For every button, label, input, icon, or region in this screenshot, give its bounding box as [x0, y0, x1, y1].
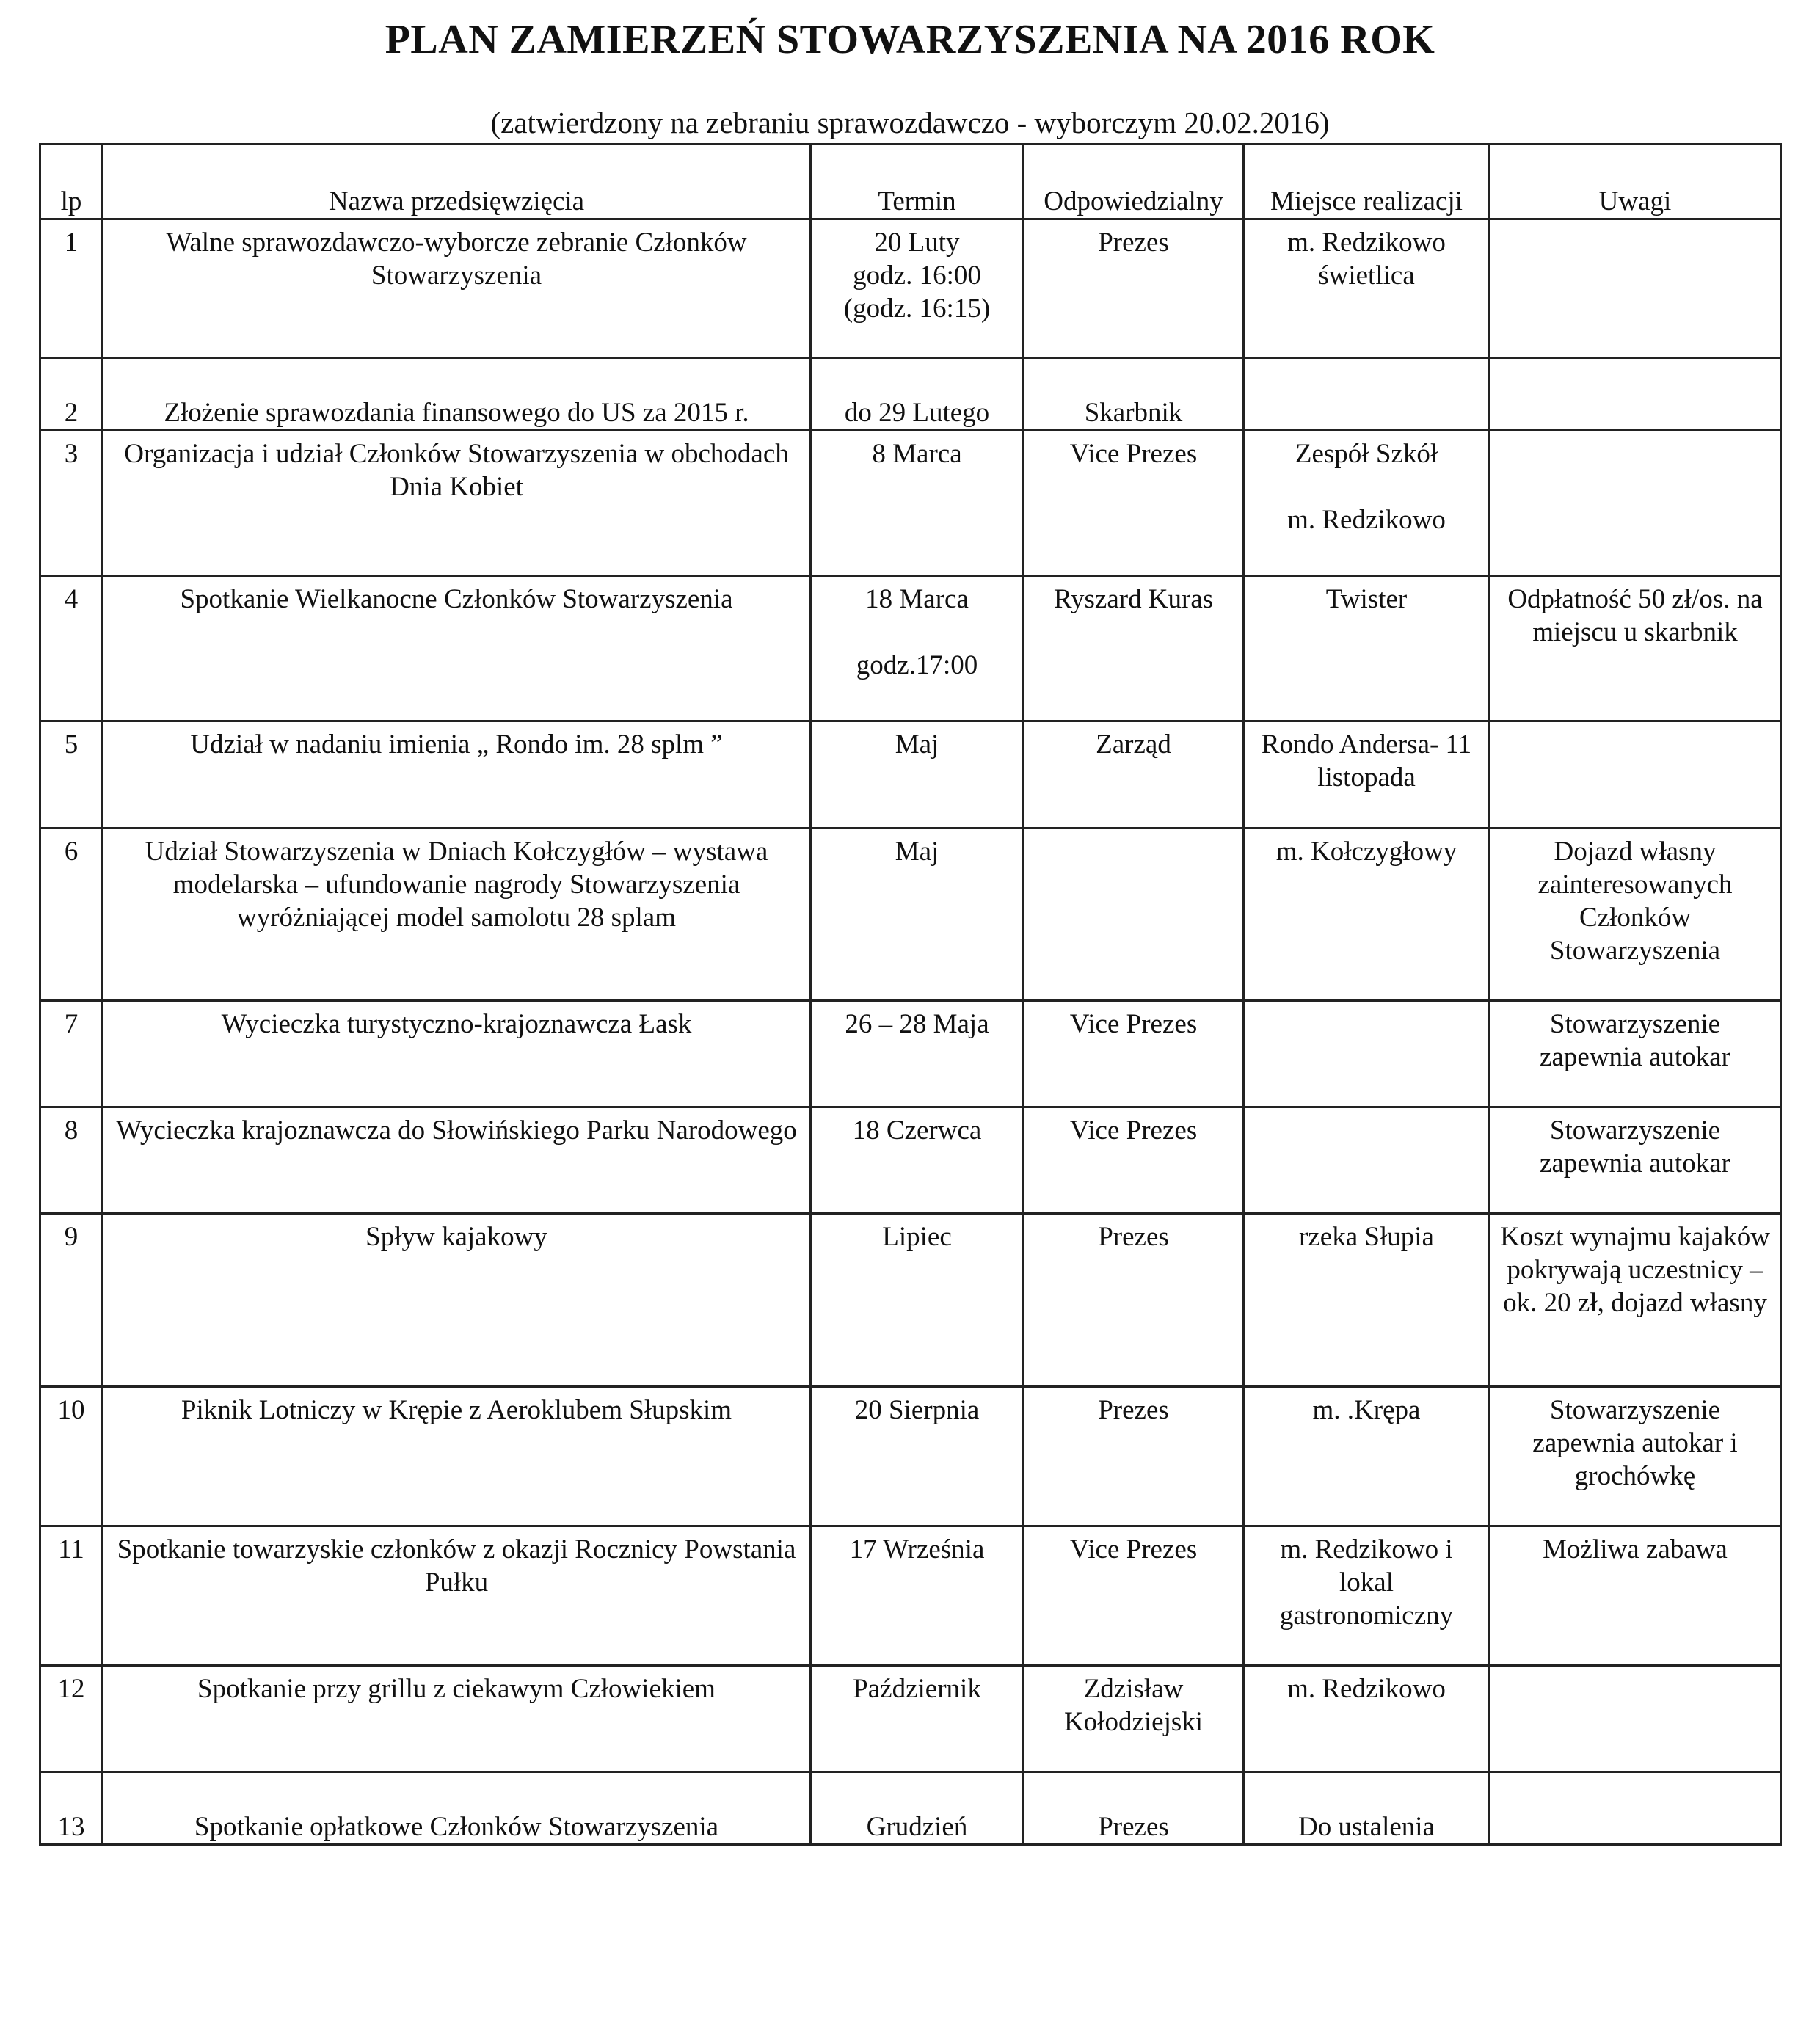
cell-place	[1244, 1001, 1490, 1107]
term-line: godz.17:00	[856, 650, 978, 680]
cell-notes: Koszt wynajmu kajaków pokrywają uczestnicy – ok. 20 zł, dojazd własny	[1490, 1214, 1781, 1387]
cell-responsible: Skarbnik	[1024, 358, 1244, 431]
cell-notes	[1490, 721, 1781, 829]
table-row	[40, 358, 1781, 431]
cell-term: 20 Sierpnia	[811, 1387, 1024, 1526]
cell-term: Grudzień	[811, 1772, 1024, 1845]
place-line: świetlica	[1318, 261, 1415, 291]
cell-notes: Dojazd własny zainteresowanych Członków Stowarzyszenia	[1490, 829, 1781, 1001]
cell-notes	[1490, 431, 1781, 576]
cell-lp: 2	[40, 358, 103, 431]
cell-notes: Stowarzyszenie zapewnia autokar i grochówkę	[1490, 1387, 1781, 1526]
cell-lp: 6	[40, 829, 103, 1001]
table-row	[40, 576, 1781, 721]
cell-place	[1244, 1107, 1490, 1214]
cell-name: Spotkanie towarzyskie członków z okazji Rocznicy Powstania Pułku	[103, 1526, 811, 1666]
cell-term: 17 Września	[811, 1526, 1024, 1666]
cell-place: m. Redzikowo	[1244, 1666, 1490, 1772]
cell-name: Spływ kajakowy	[103, 1214, 811, 1387]
cell-notes: Odpłatność 50 zł/os. na miejscu u skarbnik	[1490, 576, 1781, 721]
cell-responsible: Vice Prezes	[1024, 1526, 1244, 1666]
cell-name: Udział w nadaniu imienia „ Rondo im. 28 splm ”	[103, 721, 811, 829]
place-line: m. Redzikowo	[1287, 505, 1446, 535]
header-notes: Uwagi	[1490, 145, 1781, 219]
cell-term: 26 – 28 Maja	[811, 1001, 1024, 1107]
cell-responsible: Prezes	[1024, 1387, 1244, 1526]
cell-notes	[1490, 358, 1781, 431]
cell-lp: 13	[40, 1772, 103, 1845]
cell-lp: 3	[40, 431, 103, 576]
cell-term: 18 Czerwca	[811, 1107, 1024, 1214]
cell-term: Lipiec	[811, 1214, 1024, 1387]
term-line: (godz. 16:15)	[843, 294, 991, 324]
cell-place: Do ustalenia	[1244, 1772, 1490, 1845]
cell-name: Walne sprawozdawczo-wyborcze zebranie Członków Stowarzyszenia	[103, 219, 811, 358]
header-responsible: Odpowiedzialny	[1024, 145, 1244, 219]
table-row	[40, 1526, 1781, 1666]
table-row	[40, 1387, 1781, 1526]
cell-name: Wycieczka krajoznawcza do Słowińskiego Parku Narodowego	[103, 1107, 811, 1214]
cell-responsible: Prezes	[1024, 219, 1244, 358]
cell-name: Spotkanie opłatkowe Członków Stowarzyszenia	[103, 1772, 811, 1845]
cell-term	[811, 576, 1024, 721]
cell-place	[1244, 358, 1490, 431]
cell-name: Udział Stowarzyszenia w Dniach Kołczygłów – wystawa modelarska – ufundowanie nagrody Stowarzyszenia wyróżniającej model samolotu 28 splam	[103, 829, 811, 1001]
table-row	[40, 721, 1781, 829]
cell-lp: 8	[40, 1107, 103, 1214]
table-row	[40, 1107, 1781, 1214]
cell-name: Złożenie sprawozdania finansowego do US za 2015 r.	[103, 358, 811, 431]
term-line: godz. 16:00	[853, 261, 981, 291]
cell-term: Maj	[811, 829, 1024, 1001]
cell-notes	[1490, 1772, 1781, 1845]
cell-responsible: Vice Prezes	[1024, 1107, 1244, 1214]
cell-place	[1244, 431, 1490, 576]
cell-responsible: Vice Prezes	[1024, 431, 1244, 576]
cell-notes: Możliwa zabawa	[1490, 1526, 1781, 1666]
cell-place: m. .Krępa	[1244, 1387, 1490, 1526]
cell-notes: Stowarzyszenie zapewnia autokar	[1490, 1001, 1781, 1107]
plan-table	[39, 143, 1782, 1846]
term-line: 18 Marca	[865, 584, 969, 614]
cell-notes	[1490, 219, 1781, 358]
cell-name: Piknik Lotniczy w Krępie z Aeroklubem Słupskim	[103, 1387, 811, 1526]
cell-lp: 10	[40, 1387, 103, 1526]
cell-responsible: Prezes	[1024, 1772, 1244, 1845]
cell-lp: 4	[40, 576, 103, 721]
table-row	[40, 1772, 1781, 1845]
table-row	[40, 1666, 1781, 1772]
cell-term: Październik	[811, 1666, 1024, 1772]
cell-lp: 7	[40, 1001, 103, 1107]
cell-notes	[1490, 1666, 1781, 1772]
cell-term: Maj	[811, 721, 1024, 829]
cell-responsible: Zdzisław Kołodziejski	[1024, 1666, 1244, 1772]
table-row	[40, 1214, 1781, 1387]
cell-place: Rondo Andersa- 11 listopada	[1244, 721, 1490, 829]
cell-name: Wycieczka turystyczno-krajoznawcza Łask	[103, 1001, 811, 1107]
cell-notes: Stowarzyszenie zapewnia autokar	[1490, 1107, 1781, 1214]
cell-term: 8 Marca	[811, 431, 1024, 576]
cell-name: Organizacja i udział Członków Stowarzyszenia w obchodach Dnia Kobiet	[103, 431, 811, 576]
cell-name: Spotkanie Wielkanocne Członków Stowarzyszenia	[103, 576, 811, 721]
cell-responsible: Prezes	[1024, 1214, 1244, 1387]
cell-place: m. Kołczygłowy	[1244, 829, 1490, 1001]
cell-place: Twister	[1244, 576, 1490, 721]
cell-name: Spotkanie przy grillu z ciekawym Człowiekiem	[103, 1666, 811, 1772]
term-line: 20 Luty	[874, 227, 960, 258]
table-row	[40, 829, 1781, 1001]
document-subtitle: (zatwierdzony na zebraniu sprawozdawczo - wyborczym 20.02.2016)	[490, 106, 1330, 139]
place-line: m. Redzikowo	[1287, 227, 1446, 258]
header-term: Termin	[811, 145, 1024, 219]
place-line: Zespół Szkół	[1295, 439, 1438, 469]
header-place: Miejsce realizacji	[1244, 145, 1490, 219]
table-row	[40, 219, 1781, 358]
cell-responsible: Ryszard Kuras	[1024, 576, 1244, 721]
header-name: Nazwa przedsięwzięcia	[103, 145, 811, 219]
cell-lp: 12	[40, 1666, 103, 1772]
header-lp: lp	[40, 145, 103, 219]
cell-place: m. Redzikowo i lokal gastronomiczny	[1244, 1526, 1490, 1666]
cell-responsible: Vice Prezes	[1024, 1001, 1244, 1107]
table-header-row	[40, 145, 1781, 219]
table-row	[40, 1001, 1781, 1107]
cell-term: do 29 Lutego	[811, 358, 1024, 431]
cell-lp: 11	[40, 1526, 103, 1666]
cell-lp: 9	[40, 1214, 103, 1387]
document-title: PLAN ZAMIERZEŃ STOWARZYSZENIA NA 2016 ROK	[385, 17, 1435, 62]
cell-responsible	[1024, 829, 1244, 1001]
cell-place: rzeka Słupia	[1244, 1214, 1490, 1387]
cell-responsible: Zarząd	[1024, 721, 1244, 829]
cell-lp: 5	[40, 721, 103, 829]
cell-lp: 1	[40, 219, 103, 358]
cell-place	[1244, 219, 1490, 358]
table-row	[40, 431, 1781, 576]
cell-term	[811, 219, 1024, 358]
